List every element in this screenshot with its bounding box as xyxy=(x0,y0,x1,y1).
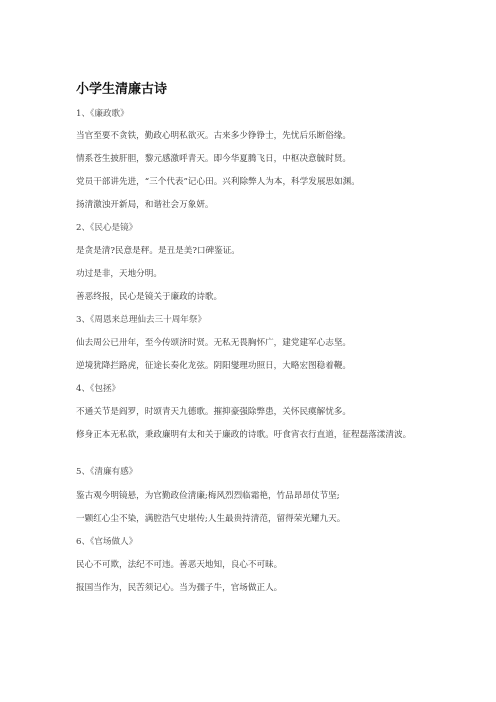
poem-line: 是贪是清?民意是秤。是丑是美?口碑鉴证。 xyxy=(76,246,240,256)
poem-line: 仙去周公已卅年，至今传颂济时贤。无私无畏胸怀广，建党建军心志坚。 xyxy=(76,338,352,348)
section-heading: 3、《周恩来总理仙去三十周年祭》 xyxy=(76,315,207,325)
section-heading: 5、《清廉有感》 xyxy=(76,467,138,477)
poem-line: 报国当作为，民苦须记心。当为孺子牛，官场做正人。 xyxy=(76,583,283,593)
section-heading: 2、《民心是镜》 xyxy=(76,223,138,233)
section-heading: 6、《官场做人》 xyxy=(76,537,138,547)
section-heading: 4、《包拯》 xyxy=(76,384,121,394)
poem-line: 功过是非，天地分明。 xyxy=(76,269,162,279)
poem-line: 逆境犹降拦路虎，征途长奏化龙弦。阴阳燮理功照日，大略宏图稳着鞭。 xyxy=(76,361,352,371)
poem-line: 扬清激浊开新局，和谐社会万象妍。 xyxy=(76,200,214,210)
poem-line: 民心不可欺，法纪不可违。善恶天地知，良心不可昧。 xyxy=(76,560,283,570)
page-title: 小学生清廉古诗 xyxy=(76,82,168,97)
poem-line: 鉴古观今明镜悬，为官勤政俭清廉;梅风烈烈临霜艳，竹品昂昂仗节坚; xyxy=(76,491,340,501)
poem-line: 当官至要不贪铁，勤政心明私欲灭。古来多少铮铮士，先忧后乐断俗缘。 xyxy=(76,131,352,141)
section-heading: 1、《廉政歌》 xyxy=(76,109,129,119)
poem-line: 情系苍生披肝胆，黎元感激呼青天。即今华夏腾飞日，中枢决意毓时贤。 xyxy=(76,154,352,164)
poem-line: 修身正本无私欲，秉政廉明有太和关于廉政的诗歌。吁食宵衣行直道，征程磊落漾清波。 xyxy=(76,430,412,440)
poem-line: 一颗红心尘不染，满腔浩气史堪传;人生最贵持清范，留得荣光耀九天。 xyxy=(76,514,346,524)
poem-line: 善恶终报，民心是镜关于廉政的诗歌。 xyxy=(76,292,223,302)
poem-line: 党员干部讲先进，“三个代表”记心田。兴利除弊人为本，科学发展思如渊。 xyxy=(76,177,360,187)
poem-line: 不通关节是阎罗，时颂青天九德歌。摧抑豪强除弊患，关怀民瘼解忧多。 xyxy=(76,407,352,417)
